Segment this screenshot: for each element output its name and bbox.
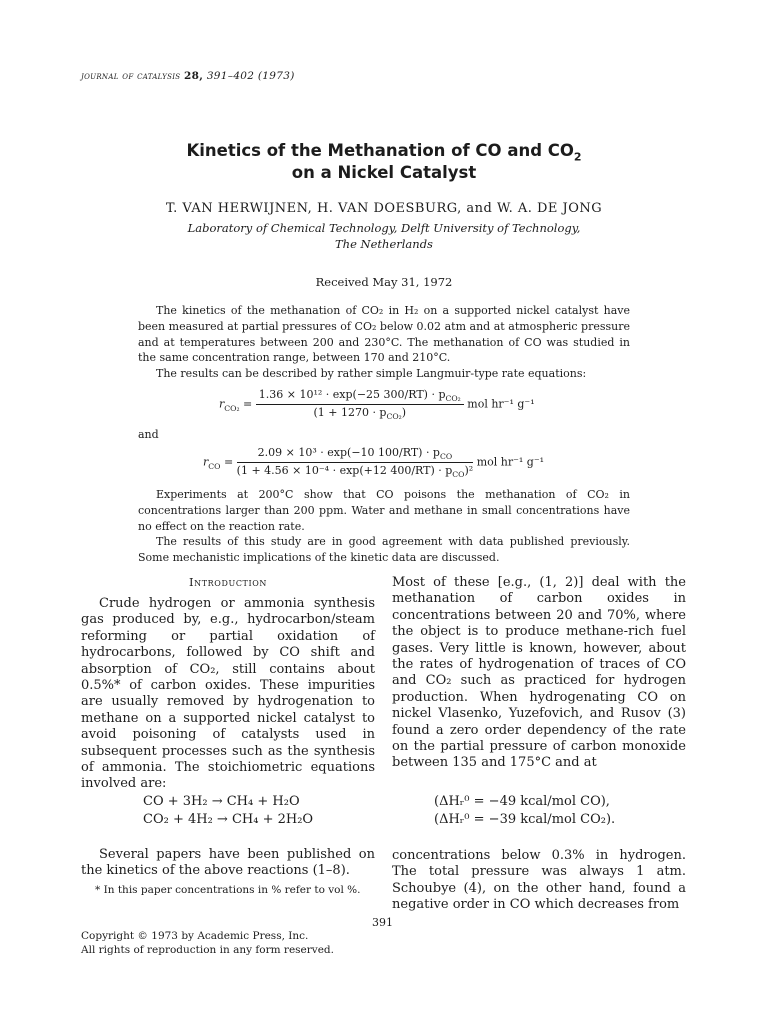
body-paragraph: Most of these [e.g., (1, 2)] deal with the methanation of carbon oxides in concentrations between 20 and 70%, where the object is to produce methane-rich fuel gases. Very little is known, however, about the rates of hydrogenation of traces of CO and CO₂ such as practiced for hydrogen production. When hydrogenating CO on nickel Vlasenko, Yuzefovich, and Rusov (3) found a zero order dependency of the rate on the partial pressure of carbon monoxide between 135 and 175°C and at bbox=[392, 575, 686, 771]
rate-equation-co: $r_{CO}$ = $\frac{2.09 \times 10^3 \cdot \exp(-10 100/RT) \cdot p_{CO}}{(1 + 4.56 \times 10^{-4} \cdot \exp(+12 400/RT) \cdot p_{CO})^2}$ mol hr⁻¹ g⁻¹ bbox=[203, 446, 545, 480]
body-paragraph: Several papers have been published on the kinetics of the above reactions (1–8). bbox=[81, 847, 375, 879]
affiliation-line-2: The Netherlands bbox=[335, 237, 433, 251]
reaction-equation: CO + 3H₂ → CH₄ + H₂O bbox=[143, 794, 300, 809]
abstract-part-2 bbox=[138, 487, 630, 566]
affiliation-line-1: Laboratory of Chemical Technology, Delft University of Technology, bbox=[187, 221, 581, 235]
journal-volume: 28, bbox=[184, 70, 204, 82]
footnote: * In this paper concentrations in % refer to vol %. bbox=[95, 884, 361, 896]
body-paragraph: Crude hydrogen or ammonia synthesis gas produced by, e.g., hydrocarbon/steam reforming or partial oxidation of hydrocarbons, followed by CO shift and absorption of CO₂, still contains about 0.5%* of carbon oxides. These impurities are usually removed by hydrogenation to methane on a supported nickel catalyst to avoid poisoning of catalysts used in subsequent processes such as the synthesis of ammonia. The stoichiometric equations involved are: bbox=[81, 596, 375, 792]
received-date: Received May 31, 1972 bbox=[315, 275, 453, 289]
page-number: 391 bbox=[372, 916, 393, 929]
abstract-part-1 bbox=[138, 303, 630, 382]
left-column-text bbox=[81, 596, 375, 793]
section-heading: Introduction bbox=[189, 575, 267, 589]
paper-title-line-2: on a Nickel Catalyst bbox=[291, 163, 477, 182]
abstract-paragraph: The results can be described by rather simple Langmuir-type rate equations: bbox=[156, 367, 587, 381]
paper-title-line-1: Kinetics of the Methanation of CO and $CO_2$ bbox=[186, 141, 582, 164]
rate-equation-co2: $r_{CO_2}$ = $\frac{1.36 \times 10^{12} \cdot \exp(-25 300/RT) \cdot p_{CO_2}}{(1 + 1270 \cdot p_{CO_2})}$ mol hr⁻¹ g⁻¹ bbox=[219, 388, 535, 422]
abstract-paragraph: Experiments at 200°C show that CO poisons the methanation of CO₂ in concentrations larger than 200 ppm. Water and methane in small concentrations have no effect on the reaction rate. bbox=[138, 488, 630, 533]
reaction-enthalpy: (ΔHᵣ⁰ = −49 kcal/mol CO), bbox=[434, 794, 610, 809]
right-column-text bbox=[392, 575, 686, 772]
authors: T. VAN HERWIJNEN, H. VAN DOESBURG, and W. A. DE JONG bbox=[165, 201, 603, 216]
journal-header bbox=[81, 70, 295, 82]
right-column-text-continued bbox=[392, 848, 686, 914]
journal-pages: 391–402 (1973) bbox=[206, 70, 295, 82]
copyright-notice: Copyright © 1973 by Academic Press, Inc. All rights of reproduction in any form reserved. bbox=[81, 930, 334, 956]
abstract-paragraph: The kinetics of the methanation of CO₂ in H₂ on a supported nickel catalyst have been measured at partial pressures of CO₂ below 0.02 atm and at atmospheric pressure and at temperatures between 200 and 230°C. The methanation of CO was studied in the same concentration range, between 170 and 210°C. bbox=[138, 304, 630, 365]
body-paragraph: concentrations below 0.3% in hydrogen. The total pressure was always 1 atm. Schoubye (4), on the other hand, found a negative order in CO which decreases from bbox=[392, 848, 686, 913]
journal-name: journal of catalysis bbox=[81, 70, 181, 82]
abstract-paragraph: The results of this study are in good agreement with data published previously. Some mechanistic implications of the kinetic data are discussed. bbox=[138, 535, 630, 565]
reaction-enthalpy: (ΔHᵣ⁰ = −39 kcal/mol CO₂). bbox=[434, 812, 616, 827]
left-column-text-continued bbox=[81, 847, 375, 880]
and-text: and bbox=[138, 428, 159, 441]
reaction-equation: CO₂ + 4H₂ → CH₄ + 2H₂O bbox=[143, 812, 314, 827]
